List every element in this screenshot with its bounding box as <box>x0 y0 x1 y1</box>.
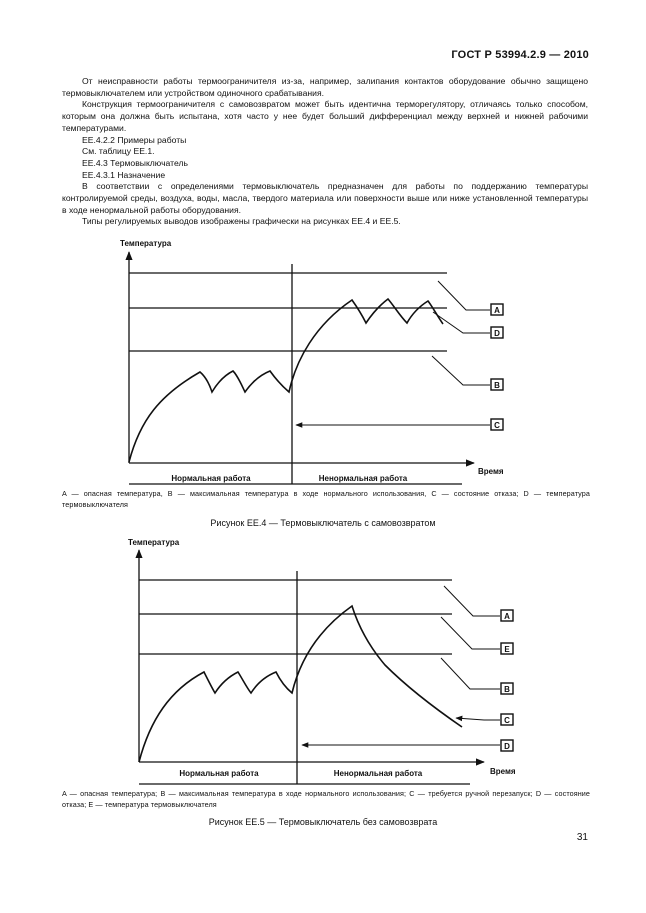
fig2-markers <box>501 610 513 751</box>
paragraph: Типы регулируемых выводов изображены графически на рисунках ЕЕ.4 и ЕЕ.5. <box>82 216 401 227</box>
fig1-y-label: Температура <box>120 239 172 248</box>
fig2-temperature-curve <box>139 606 462 762</box>
page-number: 31 <box>576 832 588 843</box>
subsection-heading: ЕЕ.4.3.1 Назначение <box>82 169 166 180</box>
fig2-x-label: Время <box>490 767 516 776</box>
fig1-caption: Рисунок ЕЕ.4 — Термовыключатель с самовозвратом <box>210 518 436 528</box>
fig1-marker-b: B <box>494 381 500 390</box>
section-heading: ЕЕ.4.3 Термовыключатель <box>82 157 188 168</box>
fig1-marker-d: D <box>494 329 500 338</box>
paragraph: От неисправности работы термоограничителя из-за, например, залипания контактов оборудование обычно защищено термовыключателем или устройством одиночного срабатывания. <box>62 76 588 98</box>
fig2-leader-a <box>444 586 500 616</box>
fig2-marker-e: E <box>504 645 510 654</box>
fig1-normal-label: Нормальная работа <box>171 474 251 483</box>
fig2-legend: A — опасная температура; B — максимальная температура в ходе нормального использования; C — требуется ручной перезапуск; D — состояние отказа; E — температура термовыключателя <box>62 789 590 809</box>
fig1-abnormal-label: Ненормальная работа <box>318 474 408 483</box>
fig2-axes <box>139 550 484 784</box>
fig2-caption: Рисунок ЕЕ.5 — Термовыключатель без самовозврата <box>208 817 438 827</box>
fig2-leader-e <box>441 617 500 649</box>
fig1-marker-c: C <box>494 421 500 430</box>
fig2-marker-d: D <box>504 742 510 751</box>
fig2-leader-b <box>441 658 500 689</box>
fig2-y-label: Температура <box>128 538 180 547</box>
fig2-abnormal-label: Ненормальная работа <box>333 769 423 778</box>
fig1-marker-a: A <box>494 306 500 315</box>
paragraph: В соответствии с определениями термовыключатель предназначен для работы по поддержанию температуры контролируемой среды, воздуха, воды, масла, твердого материала или поверхности выше или ниже установленной температуры в ходе ненормальной работы оборудования. <box>62 181 588 215</box>
fig2-marker-b: B <box>504 685 510 694</box>
fig2-normal-label: Нормальная работа <box>179 769 259 778</box>
fig2-leader-c <box>456 718 500 720</box>
fig1-x-label: Время <box>478 467 504 476</box>
subsection-heading: ЕЕ.4.2.2 Примеры работы <box>82 134 187 145</box>
paragraph: Конструкция термоограничителя с самовозвратом может быть идентична терморегулятору, отличаясь только способом, которым она должна быть испытана, хотя часто у нее будет больший дифференциал между верхней и нижней рабочими температурами. <box>62 99 588 133</box>
fig2-marker-c: C <box>504 716 510 725</box>
fig2-marker-a: A <box>504 612 510 621</box>
paragraph: См. таблицу ЕЕ.1. <box>82 146 155 157</box>
standard-header: ГОСТ Р 53994.2.9 — 2010 <box>451 49 589 61</box>
fig1-legend: A — опасная температура, B — максимальная температура в ходе нормального использования, C — состояние отказа; D — температура термовыключателя <box>62 489 590 509</box>
